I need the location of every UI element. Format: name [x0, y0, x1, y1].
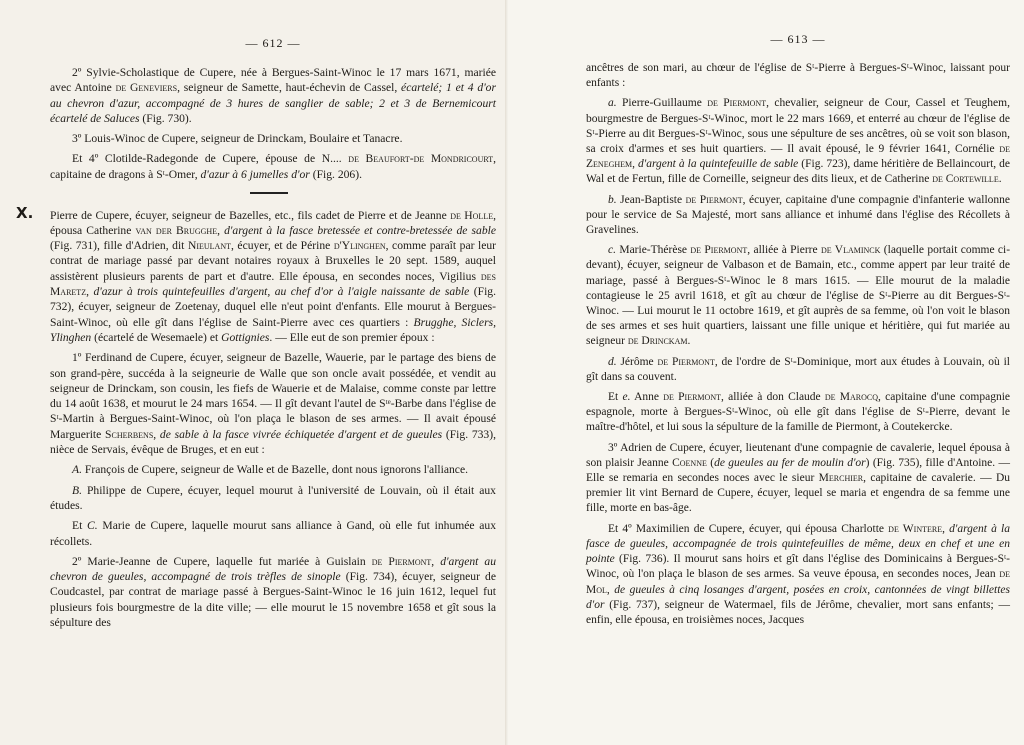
blazon: d'argent à la fasce bretessée et contre-bretessée de sable [224, 223, 497, 237]
list-letter: b. [608, 193, 617, 206]
blazon: écartelé; 1 et 4 d'or au chevron d'azur, accompagné de 3 hures de sanglier de sable; 2 et 3 de Bernemicourt écartelé de Saluces [50, 81, 496, 125]
text: 1º Ferdinand de Cupere, écuyer, seigneur de Bazelle, Wauerie, par le partage des biens de son grand-père, succéda à la seigneurie de Walle que son oncle avait possédée, et vendit au seigneur de Drinckam, son cousin, les fiefs de Wauerie et de Malaise, comme conste par lettre du 14 août 1638, et mourut le 24 mars 1654. — Il gît devant l'autel de Sᵗᵉ-Barbe dans l'église de Sᵗ-Martin à Bergues-Saint-Winoc, où l'on plaça le blason de ses armes. — Il avait épousé Marguerite [50, 351, 496, 441]
surname: de Piermont [657, 355, 715, 368]
paragraph-section-x [16, 203, 497, 346]
surname: de Drinckam [627, 335, 688, 348]
text: , [217, 223, 220, 237]
text: , [942, 522, 945, 535]
surname: de Piermont [663, 391, 721, 404]
text: 2º Sylvie-Scholastique de Cupere, née à Bergues-Saint-Winoc le 17 mars 1671, mariée avec Antoine [50, 66, 496, 95]
surname: de Piermont [707, 97, 767, 110]
text: . — Elle eut de son premier époux : [269, 330, 435, 344]
text: Philippe de Cupere, écuyer, lequel mourut à l'université de Louvain, où il était aux études. [50, 483, 496, 512]
paragraph-francois [50, 462, 496, 477]
list-letter: c. [608, 244, 616, 257]
text: , capitaine de cavalerie. — Du premier lit vint Bernard de Cupere, écuyer, lequel se maria et engendra de sa femme une fille, morte en bas-âge. [586, 472, 1011, 515]
section-divider [250, 192, 288, 194]
text: , de l'ordre de Sᵗ-Dominique, mort aux études à Louvain, où il gît dans sa couvent. [586, 355, 1010, 383]
text: , [86, 285, 89, 299]
surname: des Maretz [50, 269, 496, 299]
paragraph-jerome [586, 355, 1010, 385]
surname: de Zeneghem [586, 143, 1010, 171]
text: (Fig. 734), écuyer, seigneur de Coudcastel, par contrat de mariage passé à Bergues-Saint-Winoc le 16 juin 1612, lequel fut plusieurs fois bourgmestre de la dite ville; — elle mourut le 15 novembre 1658 et gît sous la sépulture des [50, 570, 496, 629]
paragraph-clotilde [50, 151, 496, 182]
surname: d'Ylinghen [333, 239, 386, 253]
blazon: d'azur à 6 jumelles d'or [200, 167, 310, 181]
section-mark: X. [16, 203, 34, 222]
text: , chevalier, seigneur de Cour, Cassel et Teughem, bourgmestre de Bergues-Sᵗ-Winoc, mort le 22 mars 1669, et enterré au chœur de l'église de Sᵗ-Pierre au dit Bergues-Sᵗ-Winoc, sous une sépulture de ses ancêtres, où se voit son blason, sa croix d'armes et ses huit quartiers. — Il avait épousé, le 9 février 1641, Cornélie [586, 97, 1010, 156]
text: (Fig. 206). [312, 167, 362, 181]
text: , comme paraît par leur contrat de mariage passé par devant notaires royaux à Bruxelles le 20 sept. 1589, auquel assistèrent plusieurs parents de part et d'autre. Elle épousa, en secondes noces, Vigilius [50, 239, 497, 283]
text: , écuyer, capitaine d'une compagnie d'infanterie wallonne pour le service de Sa Majesté, mort sans alliance et inhumé dans l'église des Récollets à Gravelines. [586, 193, 1011, 237]
text: Jean-Baptiste [620, 193, 683, 206]
text: (Fig. 732), écuyer, seigneur de Zoetenay, duquel elle n'eut point d'enfants. Elle mourut à Bergues-Saint-Winoc, où elle gît dans l'église de Saint-Pierre avec ces quartiers : [50, 285, 497, 329]
surname: de Mol [586, 568, 1011, 596]
text: (Fig. 731), fille d'Adrien, dit [50, 239, 185, 253]
text: (Fig. 733), nièce de Servais, évêque de Bruges, et en eut : [50, 427, 496, 457]
page-number-right: — 613 — [770, 32, 826, 46]
blazon: d'argent à la fasce de gueules, accompagnée de trois quintefeuilles de même, deux en chef et une en pointe [586, 522, 1010, 566]
text: 2º Marie-Jeanne de Cupere, laquelle fut mariée à Guislain [72, 554, 366, 568]
quarters: Gottignies [221, 330, 270, 344]
text: (Fig. 736). Il mourut sans hoirs et gît dans l'église des Dominicains à Bergues-Sᵗ-Winoc, où l'on plaça le blason de ses armes. Sa veuve épousa, en secondes noces, Jean [586, 553, 1010, 581]
surname: de Marocq [824, 391, 879, 404]
text: Et 4º Clotilde-Radegonde de Cupere, épouse de N.... [72, 152, 342, 166]
paragraph-jean-baptiste [586, 193, 1010, 239]
surname: de Wintere [888, 522, 943, 535]
surname: de Geneviers [115, 81, 178, 95]
paragraph-louis-winoc: 3º Louis-Winoc de Cupere, seigneur de Drinckam, Boulaire et Tanacre. [72, 132, 403, 146]
text: , capitaine de dragons à Sᵗ-Omer, [50, 152, 497, 181]
text: Jérôme [620, 355, 654, 368]
surname: de Piermont [690, 244, 748, 257]
paragraph-adrien [586, 441, 1010, 517]
surname: Nieulant [187, 239, 231, 253]
left-page [0, 0, 508, 745]
surname: de Piermont [371, 554, 432, 568]
paragraph-marie-therese [586, 243, 1010, 349]
blazon: d'azur à trois quintefeuilles d'argent, au chef d'or à l'aigle naissante de sable [93, 285, 470, 299]
text: François de Cupere, seigneur de Walle et de Bazelle, dont nous ignorons l'alliance. [84, 463, 468, 477]
text: , alliée à Pierre [747, 244, 818, 257]
text: , [606, 583, 610, 596]
blazon: d'argent au chevron de gueules, accompagné de trois trèfles de sinople [50, 554, 496, 584]
text: Et 4º Maximilien de Cupere, écuyer, qui épousa Charlotte [608, 522, 884, 535]
text: (Fig. 737), seigneur de Watermael, fils de Jérôme, chevalier, mort sans enfants; — enfin, elle épousa, en troisièmes noces, Jacques [586, 598, 1010, 626]
text: , alliée à don Claude [721, 391, 821, 404]
blazon: de gueules au fer de moulin d'or [714, 456, 866, 469]
surname: Scherbens [105, 427, 154, 441]
paragraph-ferdinand: 1º Ferdinand de Cupere, écuyer, seigneur de Bazelle, Wauerie, par le partage des biens de son grand-père, succéda à la seigneurie de Walle que son oncle avait possédée, et vendit au seigneur de Drinckam, son cousin, les fiefs de Wauerie et de Malaise, comme conste par lettre du 14 août 1638, et mourut le 24 mars 1654. — Il gît devant l'autel de Sᵗᵉ-Barbe dans l'église de Sᵗ-Martin à Bergues-Saint-Winoc, où l'on plaça le blason de ses armes. — Il avait épousé Marguerite Scherbens, de sable à la fasce vivrée échiquetée d'argent et de gueules (Fig. 733), nièce de Servais, évêque de Bruges, et en eut : [50, 351, 496, 457]
paragraph-philippe [50, 483, 496, 514]
text: (laquelle portait comme ci-devant), écuyer, seigneur de Valbason et de Bamain, etc., comme appert par leur traité de mariage, passé à Bergues-Sᵗ-Winoc le 8 mars 1615. — Elle mourut de la maladie contagieuse le 25 avril 1618, et gît au chœur de l'église de Sᵗ-Pierre au dit Bergues-Sᵗ-Winoc. — Lui mourut le 11 octobre 1619, et gît auprès de sa femme, où l'on voit le blason de ses armes et ses huit quartiers, laissant une fille unique et héritière, qui fut mariée au seigneur [586, 244, 1011, 348]
surname: de Vlaminck [820, 244, 881, 257]
surname: de Piermont [685, 193, 743, 206]
surname: de Beaufort-de Mondricourt [348, 152, 494, 166]
text: , écuyer, et de Périne [230, 239, 331, 253]
paragraph-continuation: ancêtres de son mari, au chœur de l'église de Sᵗ-Pierre à Bergues-Sᵗ-Winoc, laissant pour enfants : [586, 62, 1010, 90]
text: ( [710, 456, 715, 469]
blazon: de gueules à cinq losanges d'argent, posées en croix, cantonnées de vingt billettes d'or [586, 583, 1011, 611]
list-letter: A. [72, 463, 82, 477]
list-letter: C. [87, 519, 98, 533]
text: Anne [634, 391, 659, 404]
paragraph-marie [50, 518, 496, 549]
text: 3º Adrien de Cupere, écuyer, lieutenant d'une compagnie de cavalerie, lequel épousa à son plaisir Jeanne [586, 441, 1010, 469]
list-letter: a. [608, 97, 617, 110]
paragraph-marie-jeanne [50, 554, 496, 630]
text: Marie de Cupere, laquelle mourut sans alliance à Gand, où elle fut inhumée aux récollets. [50, 519, 497, 548]
text: Pierre de Cupere, écuyer, seigneur de Bazelles, etc., fils cadet de Pierre et de Jeanne [50, 208, 447, 222]
surname: Coenne [672, 456, 707, 469]
surname: Merchier [818, 472, 864, 485]
text: , capitaine d'une compagnie espagnole, morte à Bergues-Sᵗ-Winoc, où elle gît dans l'église de Sᵗ-Pierre, devant le maître-d'hôtel, et lui sous la sépulture de la famille de Piermont, à Coutekercke. [586, 391, 1011, 434]
paragraph-maximilien [586, 522, 1010, 628]
text: , épousa Catherine [50, 208, 496, 237]
text: Pierre-Guillaume [622, 97, 702, 110]
text: ) (Fig. 735), fille d'Antoine. — Elle se remaria en secondes noces avec le sieur [586, 456, 1011, 485]
surname: de Holle [450, 208, 494, 222]
text: , [431, 554, 435, 568]
text: (Fig. 723), dame héritière de Bellaincourt, de Wal et de Fertun, fille de Corneille, seigneur des dits lieux, et de Catherine [586, 158, 1011, 186]
text: , seigneur de Samette, haut-échevin de Cassel, [177, 81, 398, 95]
list-letter: d. [608, 355, 617, 368]
blazon: d'argent à la quintefeuille de sable [638, 158, 799, 171]
surname: van der Brugghe [135, 223, 218, 237]
paragraph-sylvie [50, 65, 496, 126]
paragraph-pierre-guillaume [586, 96, 1010, 187]
paragraph-anne [586, 390, 1010, 436]
text: (Fig. 730). [142, 111, 192, 125]
text: . [998, 173, 1002, 186]
text: Marie-Thérèse [619, 244, 688, 257]
text: Et [608, 391, 619, 404]
list-letter: e. [622, 391, 631, 404]
quarters: Brugghe, Siclers, Ylinghen [50, 315, 496, 344]
list-letter: B. [72, 483, 82, 497]
text: . [687, 335, 691, 348]
text: Et [72, 519, 83, 533]
right-page [508, 0, 1024, 745]
surname: de Cortewille [932, 173, 999, 186]
page-number-left: — 612 — [245, 36, 301, 50]
text: , [632, 158, 636, 171]
blazon: de sable à la fasce vivrée échiquetée d'argent et de gueules [159, 427, 443, 441]
text: (écartelé de Wesemaele) et [94, 330, 219, 344]
